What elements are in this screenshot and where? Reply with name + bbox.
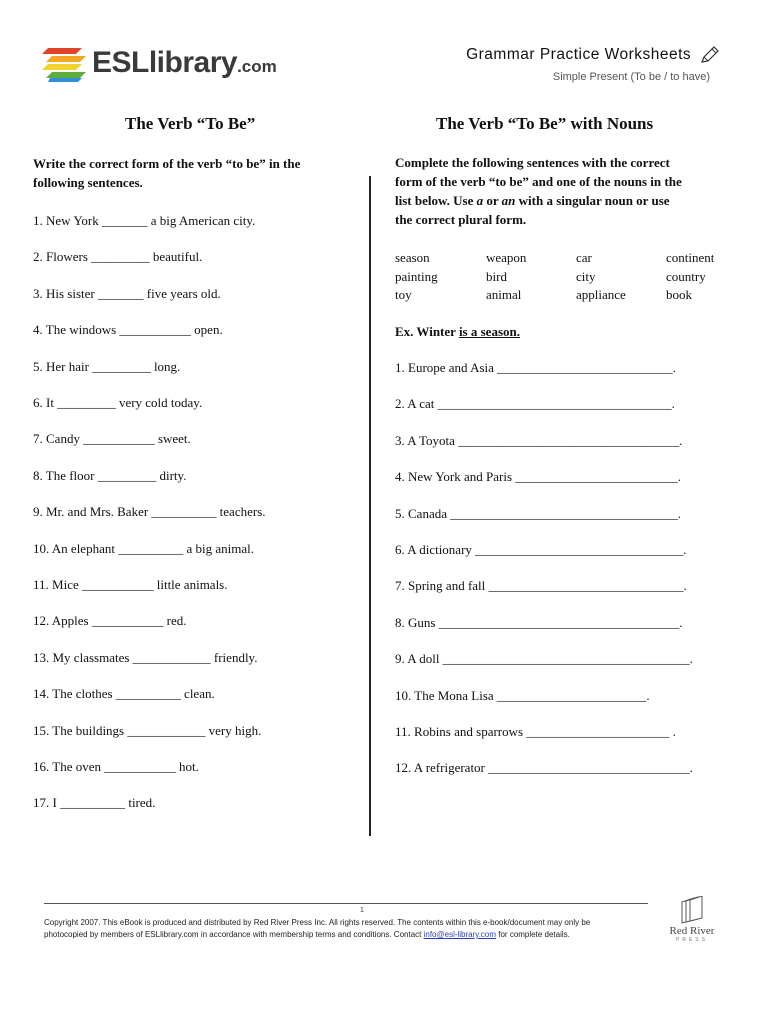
right-exercise-item: 6. A dictionary ________________________________.: [395, 542, 687, 557]
noun-word: season: [395, 250, 430, 265]
noun-word: city: [576, 268, 596, 284]
column-divider: [369, 176, 371, 836]
worksheet-subtitle: Simple Present (To be / to have): [552, 71, 710, 83]
left-exercise-item: 8. The floor _________ dirty.: [33, 467, 187, 483]
left-exercise-item: 7. Candy ___________ sweet.: [33, 431, 191, 447]
contact-email-link[interactable]: info@esl-library.com: [423, 930, 497, 939]
worksheet-series-title: Grammar Practice Worksheets: [466, 46, 720, 64]
left-exercise-item: 6. It _________ very cold today.: [33, 395, 203, 410]
logo-wordmark: ESLlibrary.com: [92, 46, 277, 79]
noun-word: book: [666, 287, 692, 302]
right-exercise-item: 2. A cat ____________________________________.: [395, 396, 675, 412]
right-instructions: Complete the following sentences with the correct form of the verb “to be” and one of the nouns in the list below. Use a or an with a singular noun or use the correct plural form.: [395, 155, 682, 227]
right-exercise-item: 3. A Toyota __________________________________.: [395, 432, 683, 448]
book-pages-icon: [678, 896, 708, 924]
left-exercise-item: 5. Her hair _________ long.: [33, 358, 181, 374]
noun-word: country: [666, 268, 706, 284]
right-exercise-item: 8. Guns _____________________________________.: [395, 614, 683, 630]
right-exercise-item: 12. A refrigerator _______________________________.: [395, 760, 693, 776]
red-river-press-logo: Red River PRESS: [664, 896, 720, 946]
left-instructions: Write the correct form of the verb “to be” in the following sentences.: [33, 156, 301, 190]
right-exercise-item: 11. Robins and sparrows ______________________ .: [395, 724, 676, 739]
left-exercise-item: 16. The oven ___________ hot.: [33, 759, 199, 774]
left-exercise-item: 4. The windows ___________ open.: [33, 322, 223, 338]
right-exercise-item: 7. Spring and fall ______________________________.: [395, 578, 687, 594]
noun-word: toy: [395, 287, 412, 302]
right-section-title: The Verb “To Be” with Nouns: [436, 114, 654, 133]
noun-word: painting: [395, 268, 438, 284]
left-exercise-item: 9. Mr. and Mrs. Baker __________ teachers.: [33, 504, 266, 520]
left-exercise-item: 13. My classmates ____________ friendly.: [33, 649, 258, 665]
noun-word: appliance: [576, 287, 626, 302]
footer-rule: [44, 903, 648, 904]
pencil-icon: [700, 46, 720, 64]
right-exercise-item: 5. Canada ___________________________________.: [395, 505, 681, 521]
noun-word: animal: [486, 287, 522, 302]
page-number: 1: [360, 907, 364, 914]
left-exercise-item: 10. An elephant __________ a big animal.: [33, 540, 254, 556]
left-section-title: The Verb “To Be”: [125, 114, 256, 133]
copyright-notice: Copyright 2007. This eBook is produced and distributed by Red River Press Inc. All rights reserved. The contents within this e-book/document may only be photocopied by members of ESLlibrary.com in accordance with membership terms and conditions. Contact info@esl-library.com for complete details.: [44, 918, 591, 939]
right-exercise-item: 4. New York and Paris _________________________.: [395, 469, 681, 485]
right-exercise-item: 9. A doll ______________________________________.: [395, 651, 693, 667]
left-exercise-item: 1. New York _______ a big American city.: [33, 213, 256, 228]
noun-word: car: [576, 250, 592, 265]
noun-word: weapon: [486, 250, 527, 265]
right-exercise-item: 1. Europe and Asia ___________________________.: [395, 360, 676, 375]
noun-word: continent: [666, 250, 715, 265]
right-exercise-item: 10. The Mona Lisa _______________________.: [395, 687, 650, 703]
left-exercise-item: 3. His sister _______ five years old.: [33, 285, 221, 301]
example-sentence: Ex. Winter is a season.: [395, 324, 520, 339]
left-exercise-item: 12. Apples ___________ red.: [33, 613, 187, 629]
left-exercise-item: 17. I __________ tired.: [33, 795, 156, 811]
noun-word: bird: [486, 268, 507, 284]
esl-library-logo: [42, 40, 292, 90]
left-exercise-item: 15. The buildings ____________ very high.: [33, 722, 262, 738]
stacked-books-icon: [42, 44, 86, 84]
left-exercise-item: 14. The clothes __________ clean.: [33, 686, 215, 702]
left-exercise-item: 11. Mice ___________ little animals.: [33, 577, 228, 592]
left-exercise-item: 2. Flowers _________ beautiful.: [33, 249, 203, 265]
